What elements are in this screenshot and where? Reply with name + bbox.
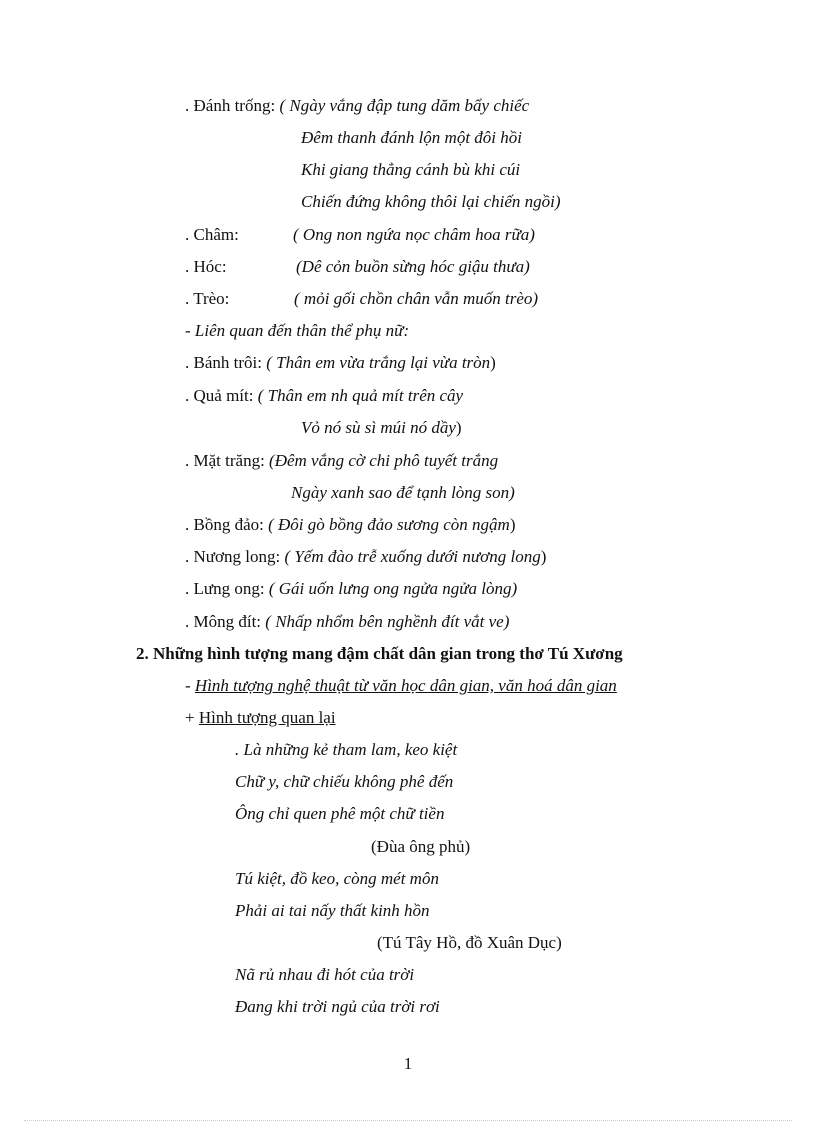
verse-text: ( Gái uốn lưng ong ngửa ngửa lòng) <box>268 579 518 598</box>
term-label: . Bánh trôi: <box>185 353 267 372</box>
poem-line <box>185 514 515 536</box>
verse-close: ) <box>540 547 547 566</box>
verse-text: ( Ong non ngứa nọc châm hoa rữa) <box>293 225 535 244</box>
poem-source: (Đùa ông phủ) <box>371 837 471 856</box>
verse-line: Chiến đứng không thôi lại chiến ngồi) <box>301 192 561 211</box>
verse-text: ( Thân em vừa trắng lại vừa tròn <box>266 353 491 372</box>
verse-text: ( Yếm đào trễ xuống dưới nương long <box>284 547 541 566</box>
verse-text: ( Đôi gò bồng đảo sương còn ngậm <box>268 515 510 534</box>
verse-text: (Đêm vắng cờ chi phô tuyết trắng <box>269 451 499 470</box>
verse-close: ) <box>509 515 516 534</box>
page-number: 1 <box>403 1054 413 1073</box>
term-label: . Quả mít: <box>185 386 258 405</box>
subsection-title: Hình tượng quan lại <box>198 708 336 727</box>
poem-line <box>185 578 517 600</box>
verse-line: Chữ y, chữ chiếu không phê đến <box>235 772 454 791</box>
poem-line <box>185 611 509 633</box>
verse-text: (Dê cỏn buồn sừng hóc giậu thưa) <box>296 257 530 276</box>
term-label: . Bồng đảo: <box>185 515 269 534</box>
verse-line: Nã rủ nhau đi hót của trời <box>235 965 415 984</box>
term-label: . Châm: <box>185 225 239 244</box>
poem-line <box>185 385 463 407</box>
page-footer-divider <box>24 1120 792 1121</box>
verse-text: ( Thân em nh quả mít trên cây <box>257 386 464 405</box>
poem-line <box>185 450 498 472</box>
verse-text: ( Nhấp nhổm bên nghềnh đít vắt ve) <box>265 612 510 631</box>
term-label: . Hóc: <box>185 257 227 276</box>
subsection-label: - Liên quan đến thân thể phụ nữ: <box>185 321 410 340</box>
section-heading: 2. Những hình tượng mang đậm chất dân gian trong thơ Tú Xương <box>136 644 623 663</box>
verse-line: Phải ai tai nấy thất kinh hồn <box>235 901 430 920</box>
term-label: . Mông đít: <box>185 612 266 631</box>
verse-line <box>301 417 462 439</box>
verse-line: Đêm thanh đánh lộn một đôi hồi <box>301 128 522 147</box>
subsection-line <box>185 707 336 729</box>
subsection-title: Hình tượng nghệ thuật từ văn học dân gian, văn hoá dân gian <box>194 676 617 695</box>
poem-line <box>185 224 239 246</box>
verse-line: Đang khi trời ngủ của trời rơi <box>235 997 440 1016</box>
term-label: . Mặt trăng: <box>185 451 270 470</box>
subsection-line <box>185 675 617 697</box>
poem-line <box>185 352 496 374</box>
verse-close: ) <box>490 353 496 372</box>
verse-text: ( Ngày vắng đập tung dăm bẩy chiếc <box>279 96 530 115</box>
verse-line: Ông chỉ quen phê một chữ tiền <box>235 804 445 823</box>
bullet-dash: - <box>185 676 195 695</box>
term-label: . Trèo: <box>185 289 230 308</box>
verse-text: ( mỏi gối chồn chân vẫn muốn trèo) <box>294 289 539 308</box>
verse-line: Tú kiệt, đồ keo, còng mét môn <box>235 869 439 888</box>
term-label: . Đánh trống: <box>185 96 280 115</box>
verse-line: Ngày xanh sao để tạnh lòng son) <box>291 483 515 502</box>
bullet-plus: + <box>185 708 199 727</box>
term-label: . Lưng ong: <box>185 579 269 598</box>
verse-close: ) <box>455 418 462 437</box>
verse-line: Khi giang thẳng cánh bù khi cúi <box>301 160 521 179</box>
verse-text: Vỏ nó sù sì múi nó dầy <box>301 418 456 437</box>
poem-line <box>185 546 546 568</box>
verse-line: . Là những kẻ tham lam, keo kiệt <box>235 740 458 759</box>
poem-source: (Tú Tây Hồ, đồ Xuân Dục) <box>377 933 562 952</box>
term-label: . Nương long: <box>185 547 285 566</box>
poem-line <box>185 95 529 117</box>
